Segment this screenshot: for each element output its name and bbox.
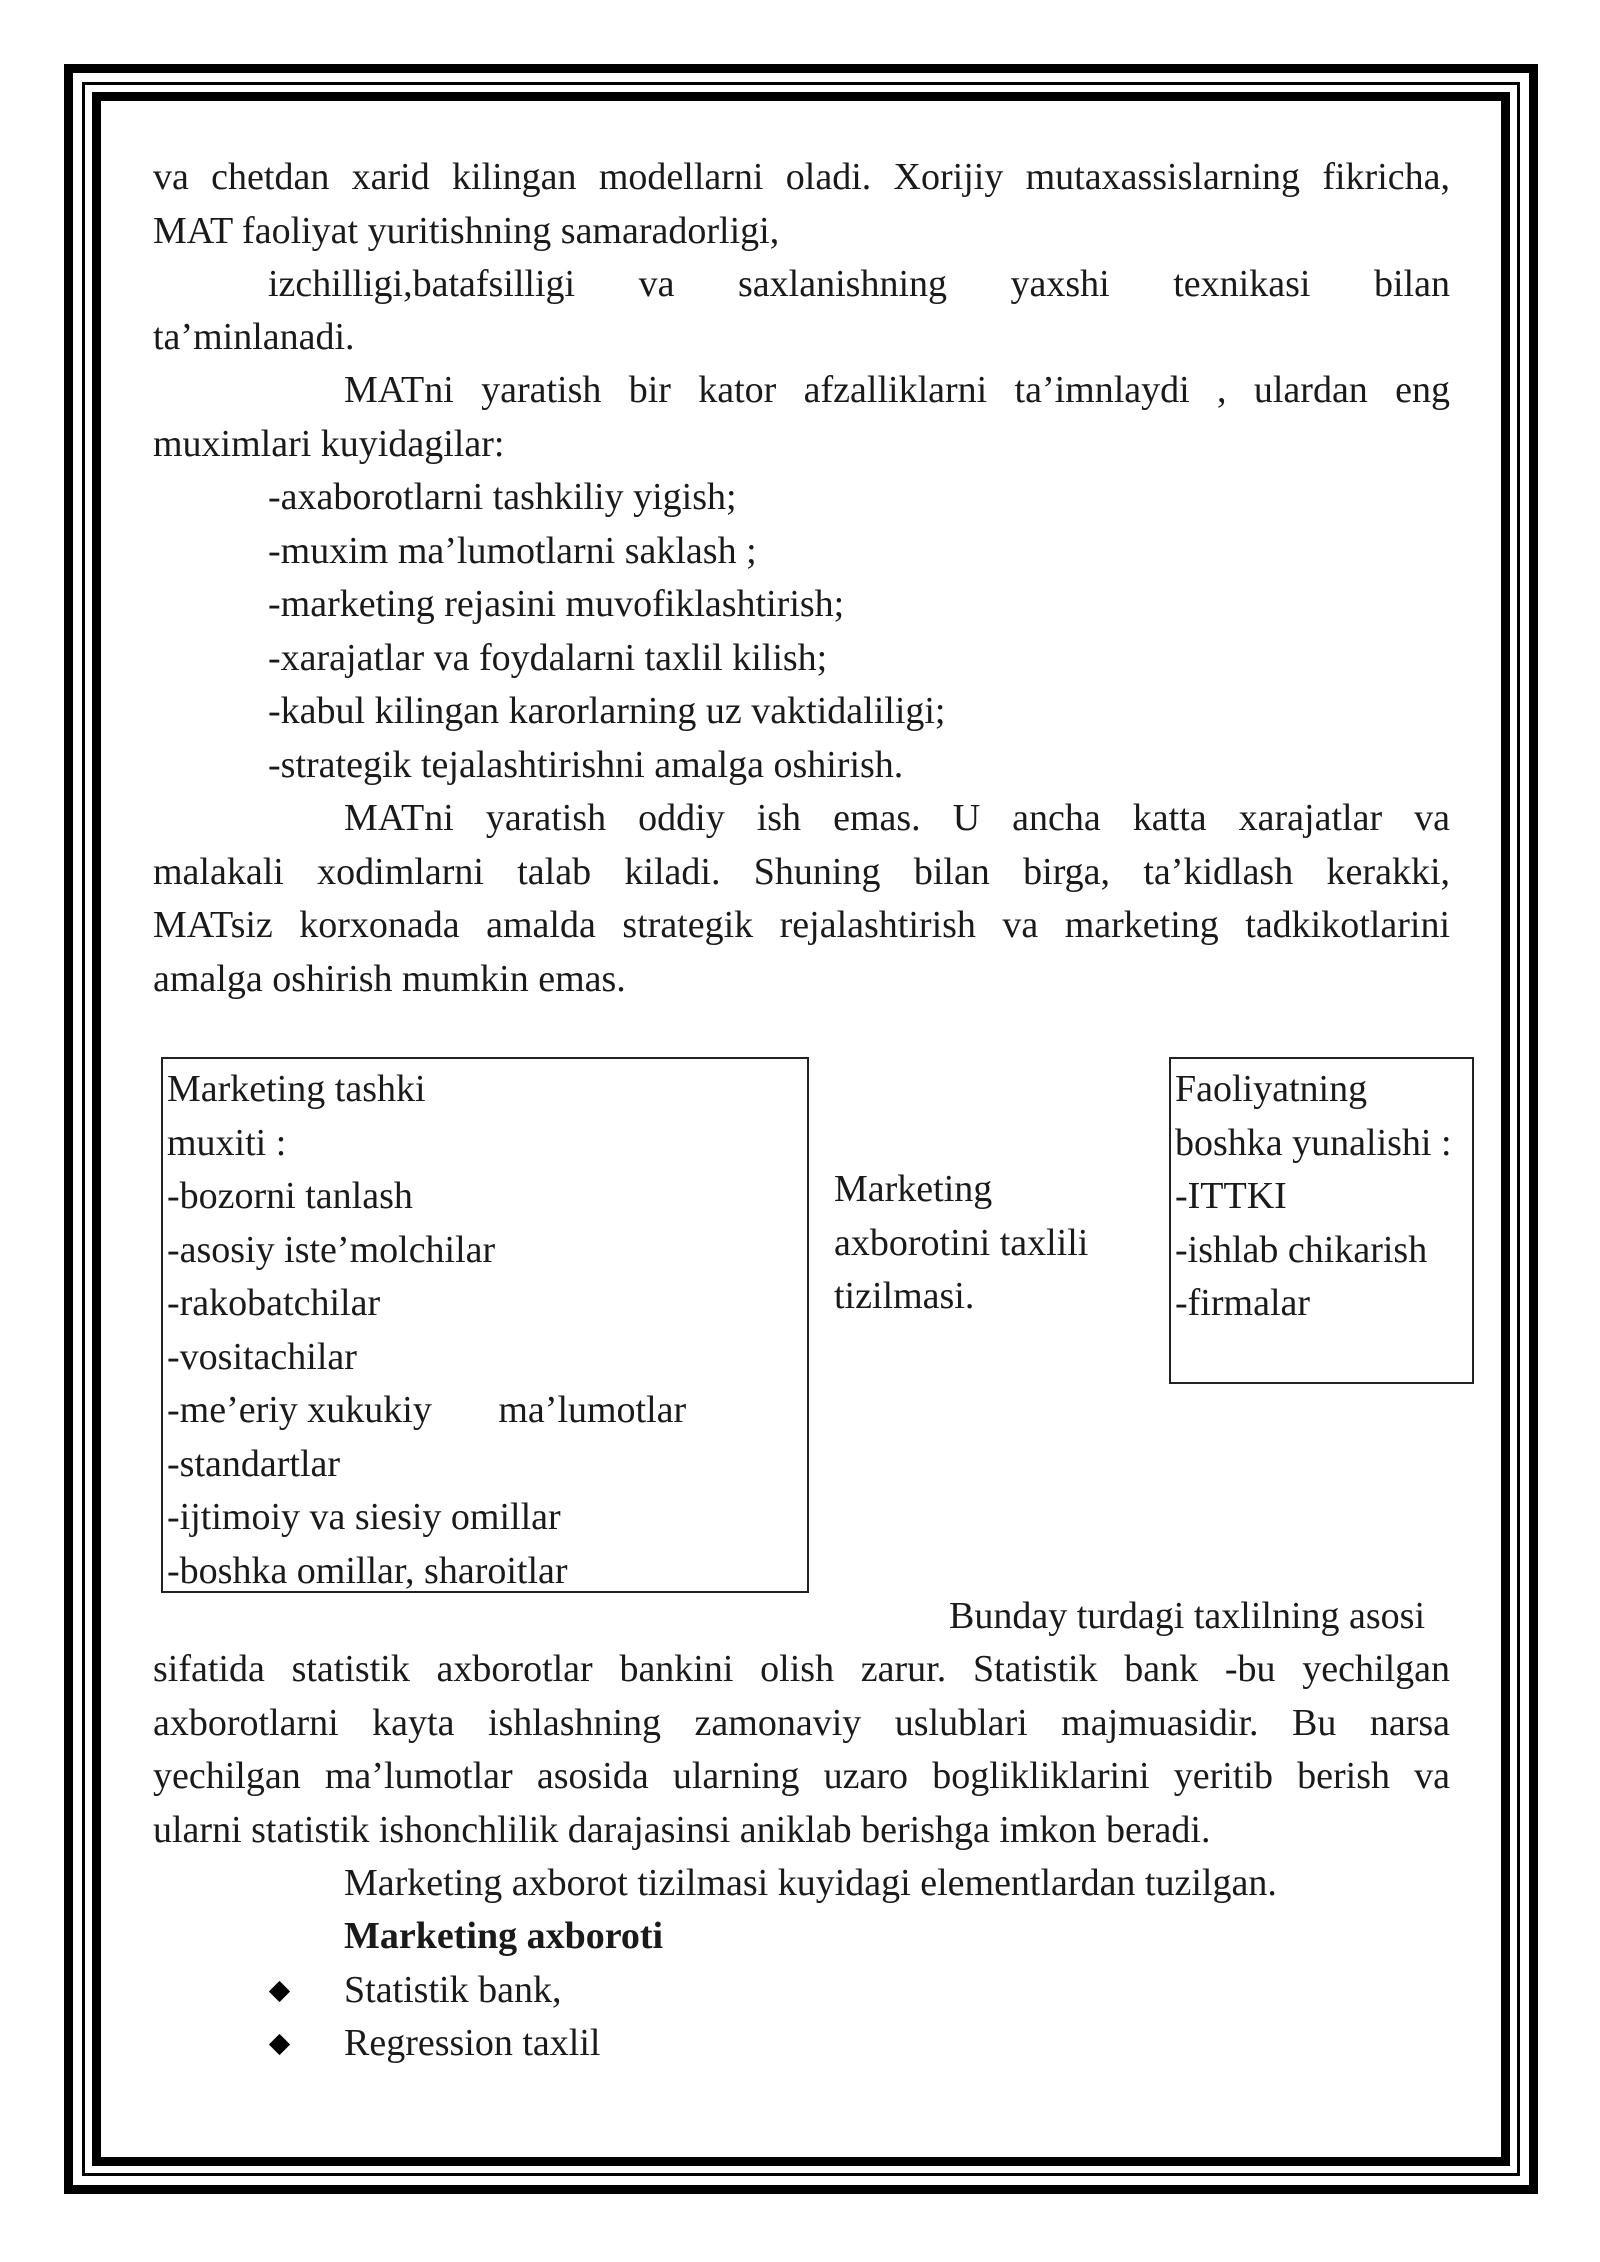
list-item: -muxim ma’lumotlarni saklash ; xyxy=(268,529,757,572)
box-line: -me’eriy xukukiy ma’lumotlar xyxy=(167,1389,687,1431)
text-line: ta’minlanadi. xyxy=(153,316,355,358)
word: izchilligi,batafsilligi xyxy=(268,263,576,305)
box-line: muxiti : xyxy=(167,1121,287,1164)
text-line: sifatida statistik axborotlar bankini olish zarur. Statistik bank -bu yechilgan xyxy=(153,1648,1450,1690)
list-item: -kabul kilingan karorlarning uz vaktidaliligi; xyxy=(268,690,946,732)
list-item: -axaborotlarni tashkiliy yigish; xyxy=(268,476,737,518)
word: va xyxy=(638,263,675,305)
box-line: -ijtimoiy va siesiy omillar xyxy=(167,1496,561,1538)
other-activities-box xyxy=(1169,1057,1474,1384)
text-line: MATsiz korxonada amalda strategik rejalashtirish va marketing tadkikotlarini xyxy=(153,904,1450,946)
word: yaxshi xyxy=(1010,263,1110,305)
text-line: amalga oshirish mumkin emas. xyxy=(153,957,626,1000)
text-line: muximlari kuyidagilar: xyxy=(153,422,505,465)
text-line: va chetdan xarid kilingan modellarni oladi. Xorijiy mutaxassislarning fikricha, xyxy=(153,156,1450,198)
paragraph-3 xyxy=(153,792,1450,1006)
word: saxlanishning xyxy=(738,263,947,305)
list-item: -xarajatlar va foydalarni taxlil kilish; xyxy=(268,636,828,679)
paragraph-1-spaced-line xyxy=(268,258,1450,312)
box-line: -vositachilar xyxy=(167,1335,357,1378)
text-line: yechilgan ma’lumotlar asosida ularning uzaro boglikliklarini yeritib berish va xyxy=(153,1755,1450,1797)
box-line: -rakobatchilar xyxy=(167,1282,381,1324)
box-line: -asosiy iste’molchilar xyxy=(167,1228,496,1271)
paragraph-4 xyxy=(153,1643,1450,1857)
box-line: -ITTKI xyxy=(1175,1175,1287,1217)
text-line: Bunday turdagi taxlilning asosi xyxy=(949,1595,1426,1637)
list-item: -marketing rejasini muvofiklashtirish; xyxy=(268,583,845,625)
text-line: MATni yaratish bir kator afzalliklarni ta’imnlaydi , ulardan eng xyxy=(344,369,1450,411)
box-line: Faoliyatning xyxy=(1175,1068,1368,1110)
word: texnikasi xyxy=(1173,263,1311,305)
bullet-item: Statistik bank, xyxy=(344,1969,562,2011)
label-line: axborotini taxlili xyxy=(834,1221,1089,1264)
box-line: -ishlab chikarish xyxy=(1175,1228,1428,1271)
list-item: -strategik tejalashtirishni amalga oshirish. xyxy=(268,743,904,786)
box-line: -boshka omillar, sharoitlar xyxy=(167,1549,568,1592)
bullet-item: Regression taxlil xyxy=(344,2022,601,2064)
label-line: tizilmasi. xyxy=(834,1275,975,1317)
text-line: MATni yaratish oddiy ish emas. U ancha katta xarajatlar va xyxy=(344,797,1450,839)
paragraph-1 xyxy=(153,151,1450,258)
paragraph-2 xyxy=(153,364,1450,471)
marketing-analysis-system-label xyxy=(834,1163,1088,1324)
box-line: boshka yunalishi : xyxy=(1175,1121,1452,1164)
advantages-list xyxy=(268,471,946,792)
box-line: -standartlar xyxy=(167,1442,341,1485)
text-line: ularni statistik ishonchlilik darajasinsi aniklab berishga imkon beradi. xyxy=(153,1808,1211,1851)
box-line: -firmalar xyxy=(1175,1282,1311,1324)
marketing-environment-box xyxy=(161,1057,809,1593)
text-line: MAT faoliyat yuritishning samaradorligi, xyxy=(153,209,780,252)
text-line: axborotlarni kayta ishlashning zamonaviy uslublari majmuasidir. Bu narsa xyxy=(153,1701,1450,1744)
section-heading: Marketing axboroti xyxy=(344,1915,664,1957)
word: bilan xyxy=(1373,263,1450,305)
box-line: Marketing tashki xyxy=(167,1068,426,1110)
text-line: malakali xodimlarni talab kiladi. Shuning bilan birga, ta’kidlash kerakki, xyxy=(153,850,1450,893)
box-line: -bozorni tanlash xyxy=(167,1175,413,1217)
text-line: Marketing axborot tizilmasi kuyidagi elementlardan tuzilgan. xyxy=(344,1862,1277,1904)
label-line: Marketing xyxy=(834,1168,993,1210)
